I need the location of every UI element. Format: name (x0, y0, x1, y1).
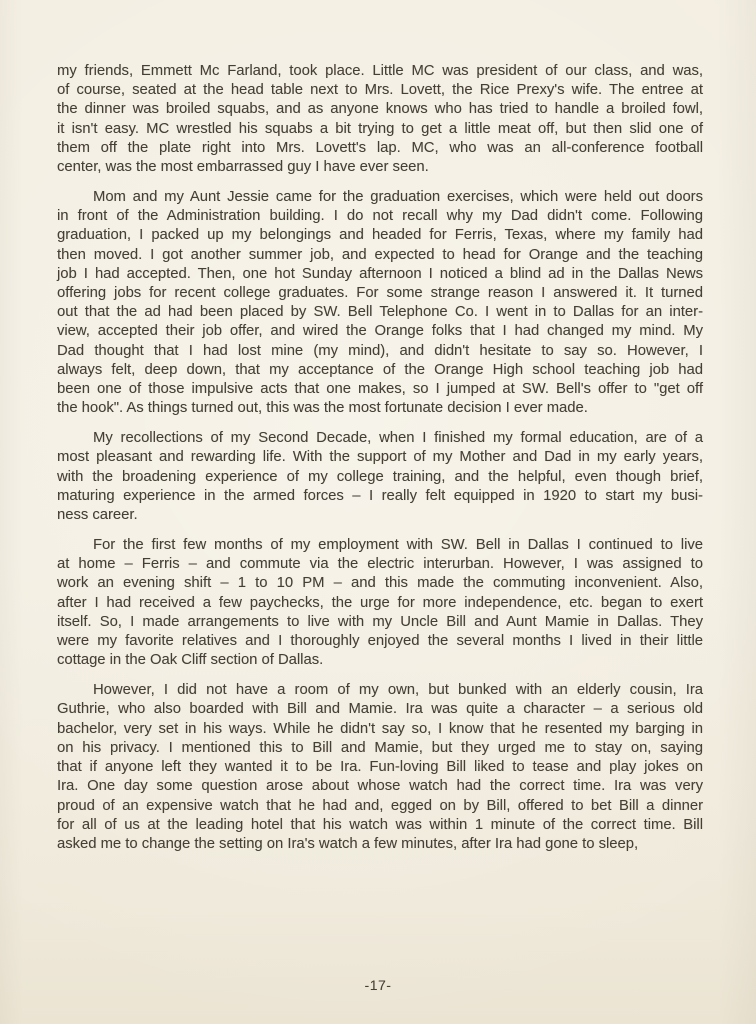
text-line: asked me to change the setting on Ira's watch a few minutes, after Ira had gone to sleep, (57, 835, 639, 852)
text-line: of course, seated at the head table next to Mrs. Lovett, the Rice Prexy's wife. The entree at (57, 82, 703, 99)
text-line: maturing experience in the armed forces – I really felt equipped in 1920 to start my busi- (57, 487, 703, 504)
text-line: proud of an expensive watch that he had and, egged on by Bill, offered to bet Bill a dinner (57, 797, 703, 814)
text-line: out that the ad had been placed by SW. Bell Telephone Co. I went in to Dallas for an inter- (57, 304, 703, 321)
text-line: that if anyone left they wanted it to be Ira. Fun-loving Bill liked to tease and play jokes on (57, 759, 703, 776)
text-line: for all of us at the leading hotel that his watch was within 1 minute of the correct time. Bill (57, 816, 703, 833)
text-line: most pleasant and rewarding life. With the support of my Mother and Dad in my early years, (57, 449, 703, 466)
text-line: For the first few months of my employment with SW. Bell in Dallas I continued to live (93, 537, 703, 554)
text-line: on his privacy. I mentioned this to Bill and Mamie, but they urged me to stay on, saying (57, 739, 703, 756)
text-line: ness career. (57, 507, 138, 524)
text-line: were my favorite relatives and I thoroughly enjoyed the several months I lived in their little (57, 633, 703, 650)
paragraph (57, 429, 703, 525)
text-line: Guthrie, who also boarded with Bill and Mamie. Ira was quite a character – a serious old (57, 701, 703, 718)
text-line: view, accepted their job offer, and wired the Orange folks that I had changed my mind. My (57, 323, 703, 340)
text-line: My recollections of my Second Decade, when I finished my formal education, are of a (93, 430, 703, 447)
text-line: cottage in the Oak Cliff section of Dallas. (57, 652, 324, 669)
text-line: always felt, deep down, that my acceptance of the Orange High school teaching job had (57, 361, 703, 378)
text-line: it isn't easy. MC wrestled his squabs a bit trying to get a little meat off, but then slid one of (57, 120, 703, 137)
paragraph (57, 62, 703, 177)
text-line: my friends, Emmett Mc Farland, took place. Little MC was president of our class, and was, (57, 63, 703, 79)
paragraph (57, 536, 703, 670)
text-line: job I had accepted. Then, one hot Sunday afternoon I noticed a blind ad in the Dallas News (57, 265, 703, 282)
page-text (57, 62, 703, 865)
text-line: However, I did not have a room of my own, but bunked with an elderly cousin, Ira (93, 682, 703, 699)
text-line: been one of those impulsive acts that one makes, so I jumped at SW. Bell's offer to "get off (57, 381, 703, 398)
text-line: Ira. One day some question arose about whose watch had the correct time. Ira was very (57, 778, 703, 795)
text-line: graduation, I packed up my belongings and headed for Ferris, Texas, where my family had (57, 227, 703, 244)
text-line: the hook". As things turned out, this was the most fortunate decision I ever made. (57, 400, 588, 417)
text-line: the dinner was broiled squabs, and as anyone knows who has tried to handle a broiled fowl, (57, 101, 703, 118)
text-line: in front of the Administration building. I do not recall why my Dad didn't come. Following (57, 208, 703, 225)
text-line: itself. So, I made arrangements to live with my Uncle Bill and Aunt Mamie in Dallas. They (57, 613, 703, 630)
text-line: offering jobs for recent college graduates. For some strange reason I answered it. It turned (57, 285, 703, 302)
text-line: at home – Ferris – and commute via the electric interurban. However, I was assigned to (57, 556, 703, 573)
text-line: Dad thought that I had lost mine (my mind), and didn't hesitate to say so. However, I (57, 342, 703, 359)
text-line: then moved. I got another summer job, and expected to head for Orange and the teaching (57, 246, 703, 263)
page-number: -17- (364, 977, 392, 993)
text-line: bachelor, very set in his ways. While he didn't say so, I know that he resented my barging in (57, 720, 703, 737)
text-line: work an evening shift – 1 to 10 PM – and this made the commuting inconvenient. Also, (57, 575, 703, 592)
text-line: them off the plate right into Mrs. Lovett's lap. MC, who was an all-conference football (57, 139, 703, 156)
text-line: after I had received a few paychecks, the urge for more independence, etc. began to exert (57, 594, 703, 611)
text-line: with the broadening experience of my college training, and the helpful, even though brief, (57, 468, 703, 485)
paragraph (57, 188, 703, 418)
text-line: center, was the most embarrassed guy I have ever seen. (57, 159, 429, 176)
text-line: Mom and my Aunt Jessie came for the graduation exercises, which were held out doors (93, 189, 703, 206)
paragraph (57, 681, 703, 854)
